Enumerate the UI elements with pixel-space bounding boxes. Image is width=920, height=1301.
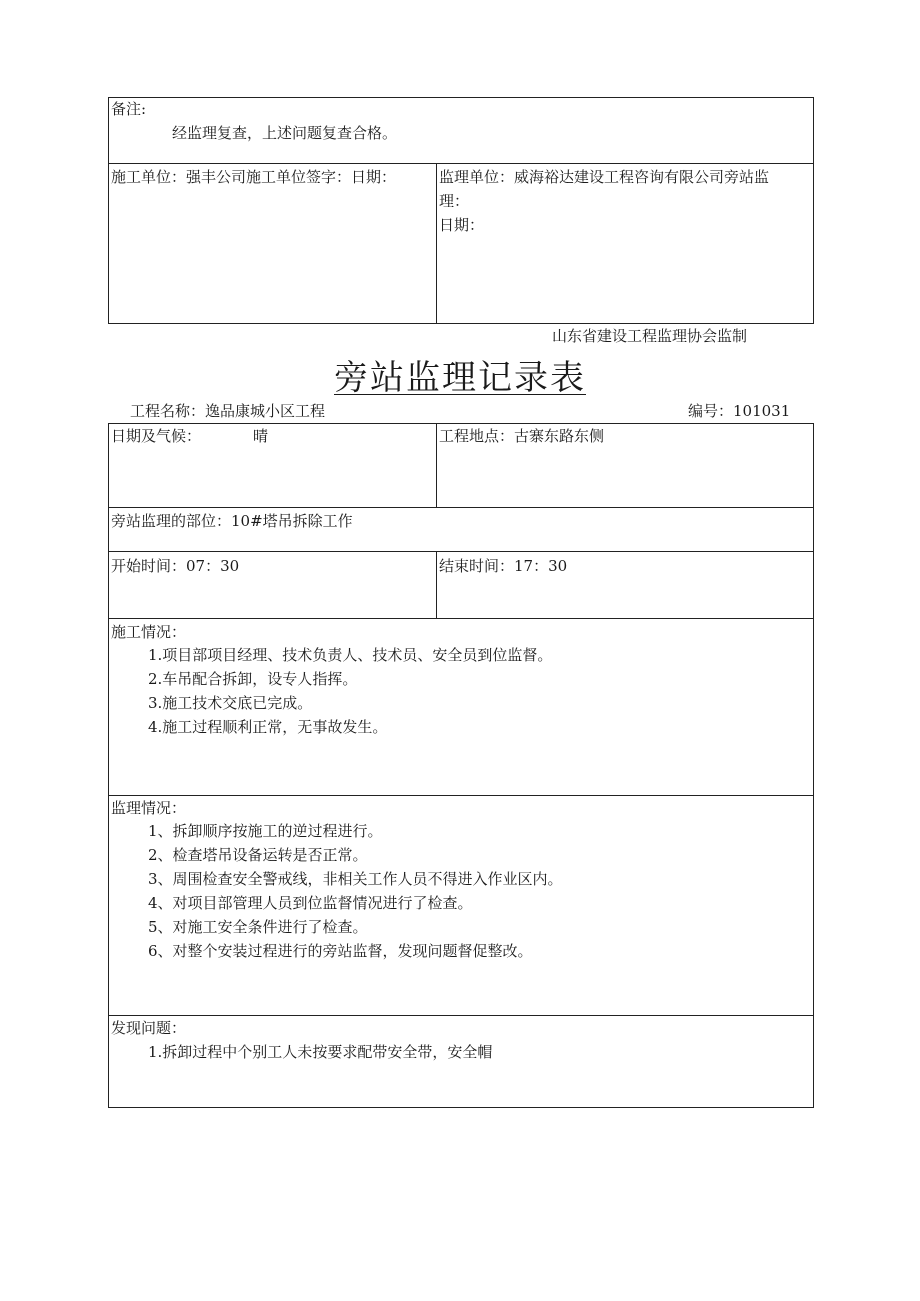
construction-item: 1.项目部项目经理、技术负责人、技术员、安全员到位监督。 xyxy=(148,646,553,664)
supervision-part: 旁站监理的部位：10#塔吊拆除工作 xyxy=(111,512,353,530)
date-weather-label: 日期及气候： xyxy=(111,427,202,445)
page-title: 旁站监理记录表 xyxy=(334,358,586,398)
supervision-item: 1、拆卸顺序按施工的逆过程进行。 xyxy=(148,822,383,840)
remarks-text: 经监理复查，上述问题复查合格。 xyxy=(172,124,398,142)
construction-item: 4.施工过程顺利正常，无事故发生。 xyxy=(148,718,388,736)
row-divider-5 xyxy=(108,1015,814,1016)
supervisor-unit-line2: 理： xyxy=(439,192,470,210)
row-divider-4 xyxy=(108,795,814,796)
problems-label: 发现问题： xyxy=(111,1019,187,1037)
supervision-item: 4、对项目部管理人员到位监督情况进行了检查。 xyxy=(148,894,473,912)
issuer-line: 山东省建设工程监理协会监制 xyxy=(552,327,748,345)
supervision-item: 2、检查塔吊设备运转是否正常。 xyxy=(148,846,368,864)
project-location: 工程地点：古寨东路东侧 xyxy=(439,427,605,445)
col-divider-2 xyxy=(436,551,437,618)
construction-label: 施工情况： xyxy=(111,623,187,641)
row-divider-1 xyxy=(108,507,814,508)
project-name: 工程名称：逸品康城小区工程 xyxy=(130,402,326,420)
problems-item: 1.拆卸过程中个别工人未按要求配带安全带，安全帽 xyxy=(148,1043,493,1061)
col-divider-1 xyxy=(436,423,437,507)
contractor-signature: 施工单位：强丰公司施工单位签字：日期： xyxy=(111,168,397,186)
top-table-vdivider xyxy=(436,163,437,324)
supervision-label: 监理情况： xyxy=(111,799,187,817)
supervisor-unit-line1: 监理单位：威海裕达建设工程咨询有限公司旁站监 xyxy=(439,168,770,186)
supervision-item: 6、对整个安装过程进行的旁站监督，发现问题督促整改。 xyxy=(148,942,533,960)
row-divider-3 xyxy=(108,618,814,619)
supervision-item: 3、周围检查安全警戒线，非相关工作人员不得进入作业区内。 xyxy=(148,870,563,888)
serial-number: 编号：101031 xyxy=(688,402,791,420)
supervision-item: 5、对施工安全条件进行了检查。 xyxy=(148,918,368,936)
row-divider-2 xyxy=(108,551,814,552)
top-table-divider xyxy=(108,163,814,164)
supervisor-date: 日期： xyxy=(439,216,485,234)
remarks-label: 备注: xyxy=(111,100,147,118)
end-time: 结束时间：17：30 xyxy=(439,557,568,575)
construction-item: 3.施工技术交底已完成。 xyxy=(148,694,313,712)
construction-item: 2.车吊配合拆卸，设专人指挥。 xyxy=(148,670,358,688)
start-time: 开始时间：07：30 xyxy=(111,557,240,575)
weather-value: 晴 xyxy=(253,427,269,445)
